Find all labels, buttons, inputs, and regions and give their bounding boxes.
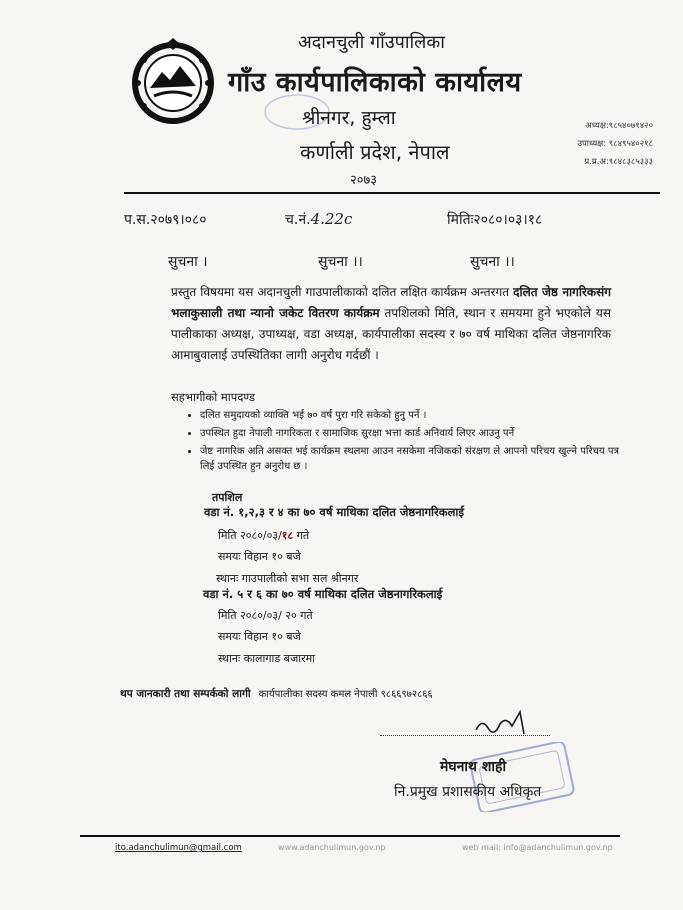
address-line-2: कर्णाली प्रदेश, नेपाल bbox=[300, 140, 450, 164]
list-item: • उपस्थित हुदा नेपाली नागरिकता र सामाजिक सुरक्षा भत्ता कार्ड अनिवार्य लिएर आउनु पर्ने bbox=[200, 426, 620, 441]
group2-place: स्थानः कालागाड बजारमा bbox=[218, 652, 316, 665]
letter-ref-number: प.स.२०७९।०८० bbox=[124, 212, 207, 228]
group2-date: मिति २०८०/०३/ २० गते bbox=[218, 609, 313, 622]
dispatch-handwritten: 4.22c bbox=[310, 210, 353, 228]
notice-word-2: सुचना ।। bbox=[318, 254, 363, 270]
municipality-emblem-icon bbox=[128, 36, 218, 126]
signature-line bbox=[380, 735, 550, 736]
header-divider bbox=[124, 192, 660, 194]
footer-email[interactable]: ito.adanchulimun@gmail.com bbox=[115, 843, 242, 853]
list-item: • दलित समुदायको व्याक्ति भई ७० वर्ष पुरा गरि सकेको हुनु पर्ने । bbox=[200, 408, 620, 423]
more-info bbox=[120, 686, 433, 701]
establishment-year: २०७३ bbox=[350, 173, 378, 188]
group1-date-handwritten: १८ bbox=[281, 529, 294, 542]
more-info-label: थप जानकारी तथा सम्पर्कको लागी bbox=[120, 688, 251, 700]
notice-word-3: सुचना ।। bbox=[470, 254, 515, 270]
signatory-title: नि.प्रमुख प्रशासकीय अधिकृत bbox=[394, 784, 542, 800]
footer-website[interactable]: www.adanchulimun.gov.np bbox=[278, 843, 386, 852]
address-line-1: श्रीनगर, हुम्ला bbox=[302, 107, 396, 129]
group1-place: स्थानः गाउपालीको सभा सल श्रीनगर bbox=[216, 572, 359, 585]
dispatch-number bbox=[285, 210, 352, 229]
municipality-name: अदानचुली गाँउपालिका bbox=[298, 32, 445, 53]
footer-divider bbox=[80, 835, 620, 837]
program-name: दलित जेष्ठ नागरिकसंग भलाकुसाली तथा न्यानो जकेट वितरण कार्यक्रम bbox=[171, 285, 611, 320]
contact-chairperson: अध्यक्ष:९८५४०७१४२० bbox=[585, 121, 653, 131]
dispatch-label: च.नं. bbox=[285, 212, 311, 228]
letter-date: मितिः२०८०।०३।१८ bbox=[447, 212, 543, 228]
group2-time: समयः विहान १० बजे bbox=[218, 630, 301, 643]
footer-webmail[interactable]: web mail: info@adanchulimun.gov.np bbox=[462, 843, 613, 852]
group1-date: मिति २०८०/०३/१८ गते bbox=[218, 529, 310, 542]
signatory-name: मेघनाथ शाही bbox=[440, 759, 507, 775]
criteria-list bbox=[186, 408, 620, 477]
list-item: • जेष्ट नागरिक अति असक्त भई कार्यक्रम स्थलमा आउन नसकेमा नजिकको संरक्षण ले आपनो परिचय खुल्ने परिचय पत्र लिई उपस्थित हुन अनुरोध छ । bbox=[200, 444, 620, 474]
group1-title: वडा नं. १,२,३ र ४ का ७० वर्ष माथिका दलित जेष्ठनागरिकलाई bbox=[204, 505, 464, 519]
contact-cao: प्र.प्र.अ:९८४८३८५३३३ bbox=[584, 157, 653, 167]
contact-vice-chair: उपाध्यक्ष: ९८४९५४०२१८ bbox=[577, 139, 653, 149]
office-name: गाँउ कार्यपालिकाको कार्यालय bbox=[228, 67, 522, 98]
group1-time: समयः विहान १० बजे bbox=[218, 550, 301, 563]
official-stamp-icon bbox=[468, 742, 578, 812]
more-info-contact: कार्यपालीका सदस्य कमल नेपाली ९८६६९७२८६६ bbox=[258, 689, 433, 700]
group2-title: वडा नं. ५ र ६ का ७० वर्ष माथिका दलित जेष्ठनागरिकलाई bbox=[203, 587, 443, 601]
body-paragraph: प्रस्तुत विषयमा यस अदानचुली गाउपालीकाको दलित लक्षित कार्यक्रम अन्तरगत दलित जेष्ठ नागरिकसंग भलाकुसाली तथा न्यानो जकेट वितरण कार्यक्रम तपशिलको मिति, स्थान र समयमा हुने भएकोले यस पालीकाका अध्यक्ष, उपाध्यक्ष, वडा अध्यक्ष, कार्यपालीका सदस्य र ७० वर्ष माथिका दलित जेष्ठनागरिक आमाबुवालाई उपस्थितिका लागी अनुरोध गर्दछौं । bbox=[171, 285, 611, 362]
criteria-heading: सहभागीको मापदण्ड bbox=[171, 390, 255, 404]
notice-word-1: सुचना । bbox=[168, 254, 208, 270]
details-heading: तपशिल bbox=[212, 491, 243, 504]
